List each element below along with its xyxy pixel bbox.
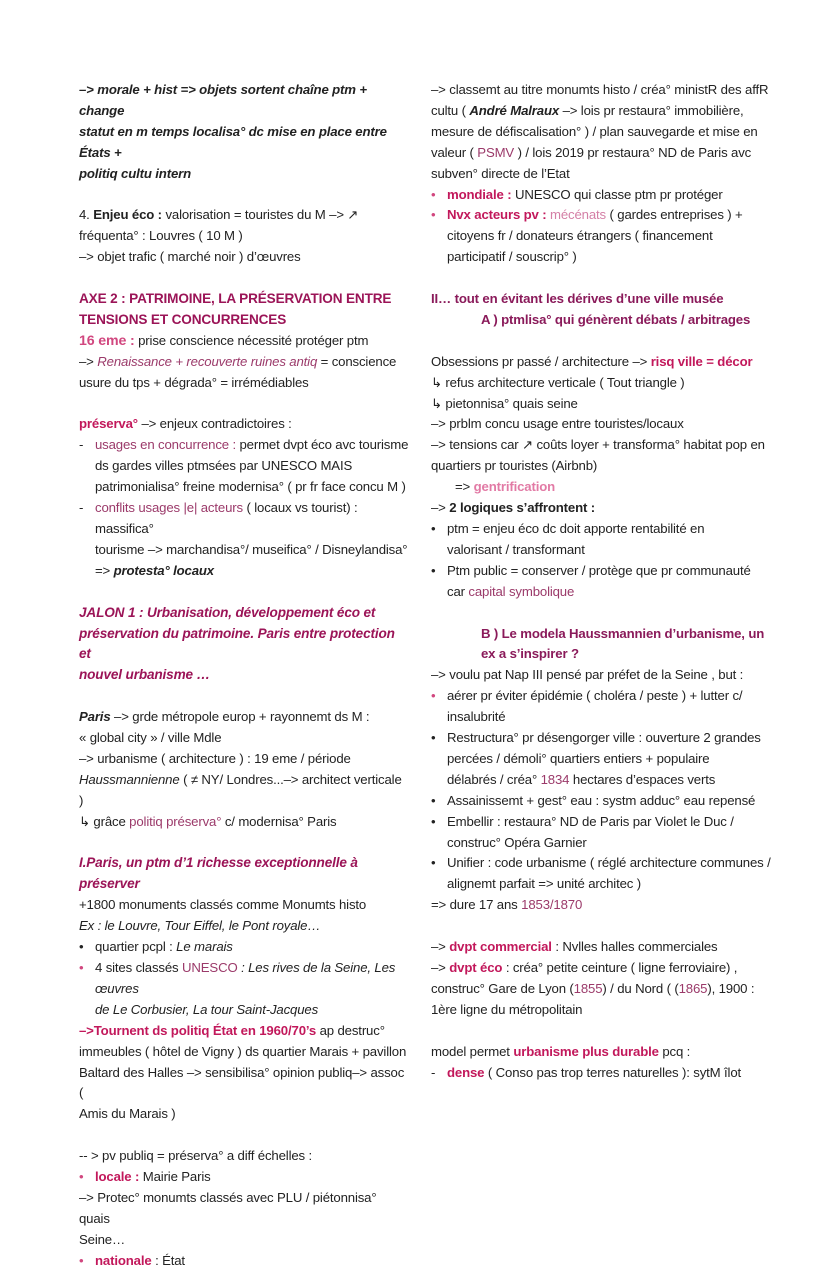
keyword: dense [447,1064,485,1080]
text-line: subven° directe de l’Etat [431,165,570,181]
keyword: capital symbolique [468,583,575,599]
text-line: patrimonialisa° freine modernisa° ( pr fr face concu M ) [95,479,406,495]
list-item: • 4 sites classés UNESCO : Les rives de la Seine, Les œuvres de Le Corbusier, La tour Saint-Jacques [79,958,409,1021]
text-line [431,895,781,916]
arrow: –> [431,500,446,516]
text-line [79,770,409,812]
preserva-line [79,414,409,435]
text-line [431,937,781,958]
list-item: - usages en concurrence : permet dvpt éco avc tourisme ds gardes villes ptmsées par UNESCO MAIS patrimonialisa° freine modernisa° ( pr fr face concu M ) [79,435,409,498]
list-item: • quartier pcpl : Le marais [79,939,233,955]
text-line: usure du tps + dégrada° = irrémédiables [79,374,309,390]
keyword: André Malraux [469,102,560,118]
list-item: - conflits usages |e| acteurs ( locaux vs tourist) : massifica° tourisme –> marchandisa°/ museifica° / Disneylandisa° => protesta° locaux [79,500,408,578]
keyword: Nvx acteurs pv : [447,207,547,223]
text-line: Assainissemt + gest° eau : systm adduc° eau repensé [447,792,756,808]
list-item: • mondiale : UNESCO qui classe ptm pr protéger [431,186,723,202]
keyword: 1834 [540,771,570,787]
list-item: • ptm = enjeu éco dc doit apporte rentabilité en valorisant / transformant [431,519,781,561]
text: protesta° locaux [113,562,214,578]
text-line [431,979,781,1000]
text: –> enjeux contradictoires : [141,416,292,432]
keyword: 1853/1870 [521,897,583,913]
text: construc° Gare de Lyon ( [431,980,574,996]
text: valeur ( [431,144,474,160]
text: délabrés / créa° [447,771,538,787]
text: prise conscience nécessité protéger ptm [138,332,369,348]
jalon-heading-cont: nouvel urbanisme … [79,667,211,683]
list-item: - dense ( Conso pas trop terres naturelles ): sytM îlot [431,1064,742,1080]
keyword: 1855 [573,980,603,996]
highlight: Renaissance + recouverte ruines antiq [97,353,318,369]
text: hectares d’espaces verts [572,771,716,787]
text-line: immeubles ( hôtel de Vigny ) ds quartier Marais + pavillon [79,1043,407,1059]
text-line: Baltard des Halles –> sensibilisa° opinion publiq–> assoc ( [79,1064,405,1101]
text: = conscience [320,353,397,369]
section-I-heading: I.Paris, un ptm d’1 richesse exceptionnelle à préserver [79,855,358,892]
text: c/ modernisa° Paris [224,813,337,829]
jalon-heading-cont: préservation du patrimoine. Paris entre protection et [79,625,395,662]
text-line: Embellir : restaura° ND de Paris par Violet le Duc / [447,813,734,829]
text-line: politiq cultu intern [79,165,192,181]
text-line: –> morale + hist => objets sortent chaîne ptm + change [79,82,367,118]
text-line: Amis du Marais ) [79,1106,176,1122]
text: ( ≠ NY/ Londres...–> architect verticale ) [79,771,402,808]
text-line: valorisant / transformant [447,541,585,557]
text-line [431,1042,781,1063]
text: 2 logiques s’affrontent : [449,500,595,516]
text: : Nvlles halles commerciales [555,939,718,955]
text: => dure 17 ans [431,897,518,913]
text: 4 sites classés [95,959,179,975]
section-B-heading-cont: ex a s’inspirer ? [481,646,579,662]
keyword: nationale [95,1252,152,1268]
arrow: => [95,562,111,578]
keyword: préserva° [79,416,138,432]
list-item: • Nvx acteurs pv : mécénats ( gardes entreprises ) + citoyens fr / donateurs étrangers ( financement participatif / souscrip° ) [431,205,781,268]
text: Obsessions pr passé / architecture –> [431,353,648,369]
text-line: fréquenta° : Louvres ( 10 M ) [79,228,243,244]
text-line: participatif / souscrip° ) [447,249,577,265]
text-line: tourisme –> marchandisa°/ museifica° / Disneylandisa° [95,541,408,557]
arrow: –> [79,353,94,369]
text-line: –> tensions car ↗ coûts loyer + transforma° habitat pop en [431,437,765,453]
text: Mairie Paris [142,1169,211,1185]
list-item: • Embellir : restaura° ND de Paris par Violet le Duc / construc° Opéra Garnier [431,812,781,854]
keyword: PSMV [477,144,515,160]
text-line: Seine… [79,1231,126,1247]
text: cultu ( [431,102,466,118]
text: ( locaux vs tourist) : massifica° [95,500,358,536]
text-line: Ptm public = conserver / protège que pr communauté [447,562,751,578]
text-line: –> voulu pat Nap III pensé par préfet de la Seine , but : [431,667,744,683]
text-line: statut en m temps localisa° dc mise en place entre États + [79,123,387,160]
right-column [431,80,781,1083]
section-II-heading: II… tout en évitant les dérives d’une ville musée [431,291,724,307]
keyword: UNESCO [182,959,238,975]
keyword: gentrification [473,479,556,495]
text: Le marais [176,939,233,955]
jalon-heading: JALON 1 : Urbanisation, développement éco et [79,604,376,620]
list-item: • Restructura° pr désengorger ville : ouverture 2 grandes percées / démoli° quartiers entiers + populaire délabrés / créa° 1834 hectares d’espaces verts [431,728,781,791]
text-line [79,1021,409,1042]
text-line: insalubrité [447,709,506,725]
list-item: • aérer pr éviter épidémie ( choléra / peste ) + lutter c/ insalubrité [431,686,781,728]
renaissance-line [79,352,409,373]
text: : État [155,1252,185,1268]
arrow: => [455,479,471,495]
keyword: mondiale : [447,186,512,202]
keyword: dvpt commercial [449,939,552,955]
s16-line [79,331,409,352]
text-line [431,143,781,164]
text: car [447,583,465,599]
text-line: de Le Corbusier, La tour Saint-Jacques [95,1001,319,1017]
keyword: Paris [79,709,111,725]
left-column [79,80,409,1272]
text-line: « global city » / ville Mdle [79,730,222,746]
text: valorisation = touristes du M –> ↗ [165,207,359,223]
keyword: 1865 [678,980,708,996]
number: 4. [79,207,90,223]
text: ) / du Nord ( ( [602,980,679,996]
enjeu-label: Enjeu éco : [93,207,162,223]
list-item: • nationale : État [79,1252,185,1268]
arrow: –> [431,939,446,955]
text-line: construc° Opéra Garnier [447,834,587,850]
text-line: quartiers pr touristes (Airbnb) [431,458,598,474]
list-item: • Assainissemt + gest° eau : systm adduc° eau repensé [431,791,781,812]
list-item: • locale : Mairie Paris [79,1169,211,1185]
text-line: alignemt parfait => unité architec ) [447,876,641,892]
text-line [431,498,781,519]
text-line: –> classemt au titre monumts histo / créa° ministR des affR [431,82,769,97]
text-line [431,477,781,498]
text: UNESCO qui classe ptm pr protéger [514,186,723,202]
text-line: percées / démoli° quartiers entiers + populaire [447,750,710,766]
keyword: dvpt éco [449,960,503,975]
text-line: mesure de défiscalisation° ) / plan sauvegarde et mise en [431,123,758,139]
arrow: –> [431,960,446,975]
keyword: politiq préserva° [129,813,222,829]
text: –> lois pr restaura° immobilière, [562,102,744,118]
text-line: Ex : le Louvre, Tour Eiffel, le Pont royale… [79,918,321,934]
text: permet dvpt éco avc tourisme [239,437,409,453]
keyword: –>Tournent ds politiq État en 1960/70’s [79,1022,317,1038]
text-line: ↳ pietonnisa° quais seine [431,395,578,411]
keyword: usages en concurrence : [95,437,236,453]
text-line: 1ère ligne du métropolitain [431,1001,583,1017]
text: ), 1900 : [707,980,755,996]
keyword: mécénats [550,207,606,223]
keyword: risq ville = décor [650,353,753,369]
text-line [431,101,781,122]
text-line: –> Protec° monumts classés avec PLU / piétonnisa° quais [79,1189,377,1226]
axe2-heading: AXE 2 : PATRIMOINE, LA PRÉSERVATION ENTRE [79,291,392,307]
text: ap destruc° [319,1022,385,1038]
text-line: citoyens fr / donateurs étrangers ( financement [447,228,713,244]
text-line: +1800 monuments classés comme Monumts histo [79,897,367,913]
text-line: Restructura° pr désengorger ville : ouverture 2 grandes [447,730,761,746]
keyword: locale : [95,1169,140,1185]
text: quartier pcpl : [95,939,173,955]
text-line: –> objet trafic ( marché noir ) d’œuvres [79,249,301,265]
keyword: conflits usages |e| acteurs [95,500,243,516]
paris-line [79,707,409,728]
text-line: -- > pv publiq = préserva° a diff échelles : [79,1148,313,1164]
axe2-heading-cont: TENSIONS ET CONCURRENCES [79,311,287,327]
keyword: urbanisme plus durable [513,1043,659,1059]
text: ( Conso pas trop terres naturelles ): sytM îlot [487,1064,742,1080]
text-line [431,352,781,373]
text-line: –> urbanisme ( architecture ) : 19 eme / période [79,750,351,766]
text-line: aérer pr éviter épidémie ( choléra / peste ) + lutter c/ [447,688,743,704]
century-label: 16 eme : [79,332,135,349]
section-B-heading: B ) Le modela Haussmannien d’urbanisme, un [481,625,765,641]
text: –> grde métropole europ + rayonnemt ds M : [114,709,370,725]
text: ) / lois 2019 pr restaura° ND de Paris avc [517,144,752,160]
text: ↳ grâce [79,813,126,829]
section-IIA-heading: A ) ptmlisa° qui génèrent débats / arbitrages [481,311,751,327]
text: Haussmannienne [79,771,180,787]
text-line [431,958,781,979]
text: pcq : [662,1043,691,1059]
text: : Les rives de la Seine, Les œuvres [95,959,396,996]
list-item: • Unifier : code urbanisme ( réglé architecture communes / alignemt parfait => unité architec ) [431,853,781,895]
text-line: ↳ refus architecture verticale ( Tout triangle ) [431,374,685,390]
text-line [79,812,409,833]
text-line: –> prblm concu usage entre touristes/locaux [431,416,684,432]
list-item: • Ptm public = conserver / protège que pr communauté car capital symbolique [431,561,781,603]
text-line: ptm = enjeu éco dc doit apporte rentabilité en [447,521,705,536]
text: : créa° petite ceinture ( ligne ferroviaire) , [505,960,738,975]
enjeu-eco-line [79,205,409,226]
text: model permet [431,1043,510,1059]
text: ( gardes entreprises ) + [609,207,743,223]
text-line: Unifier : code urbanisme ( réglé architecture communes / [447,855,771,871]
text-line: ds gardes villes ptmsées par UNESCO MAIS [95,458,353,474]
